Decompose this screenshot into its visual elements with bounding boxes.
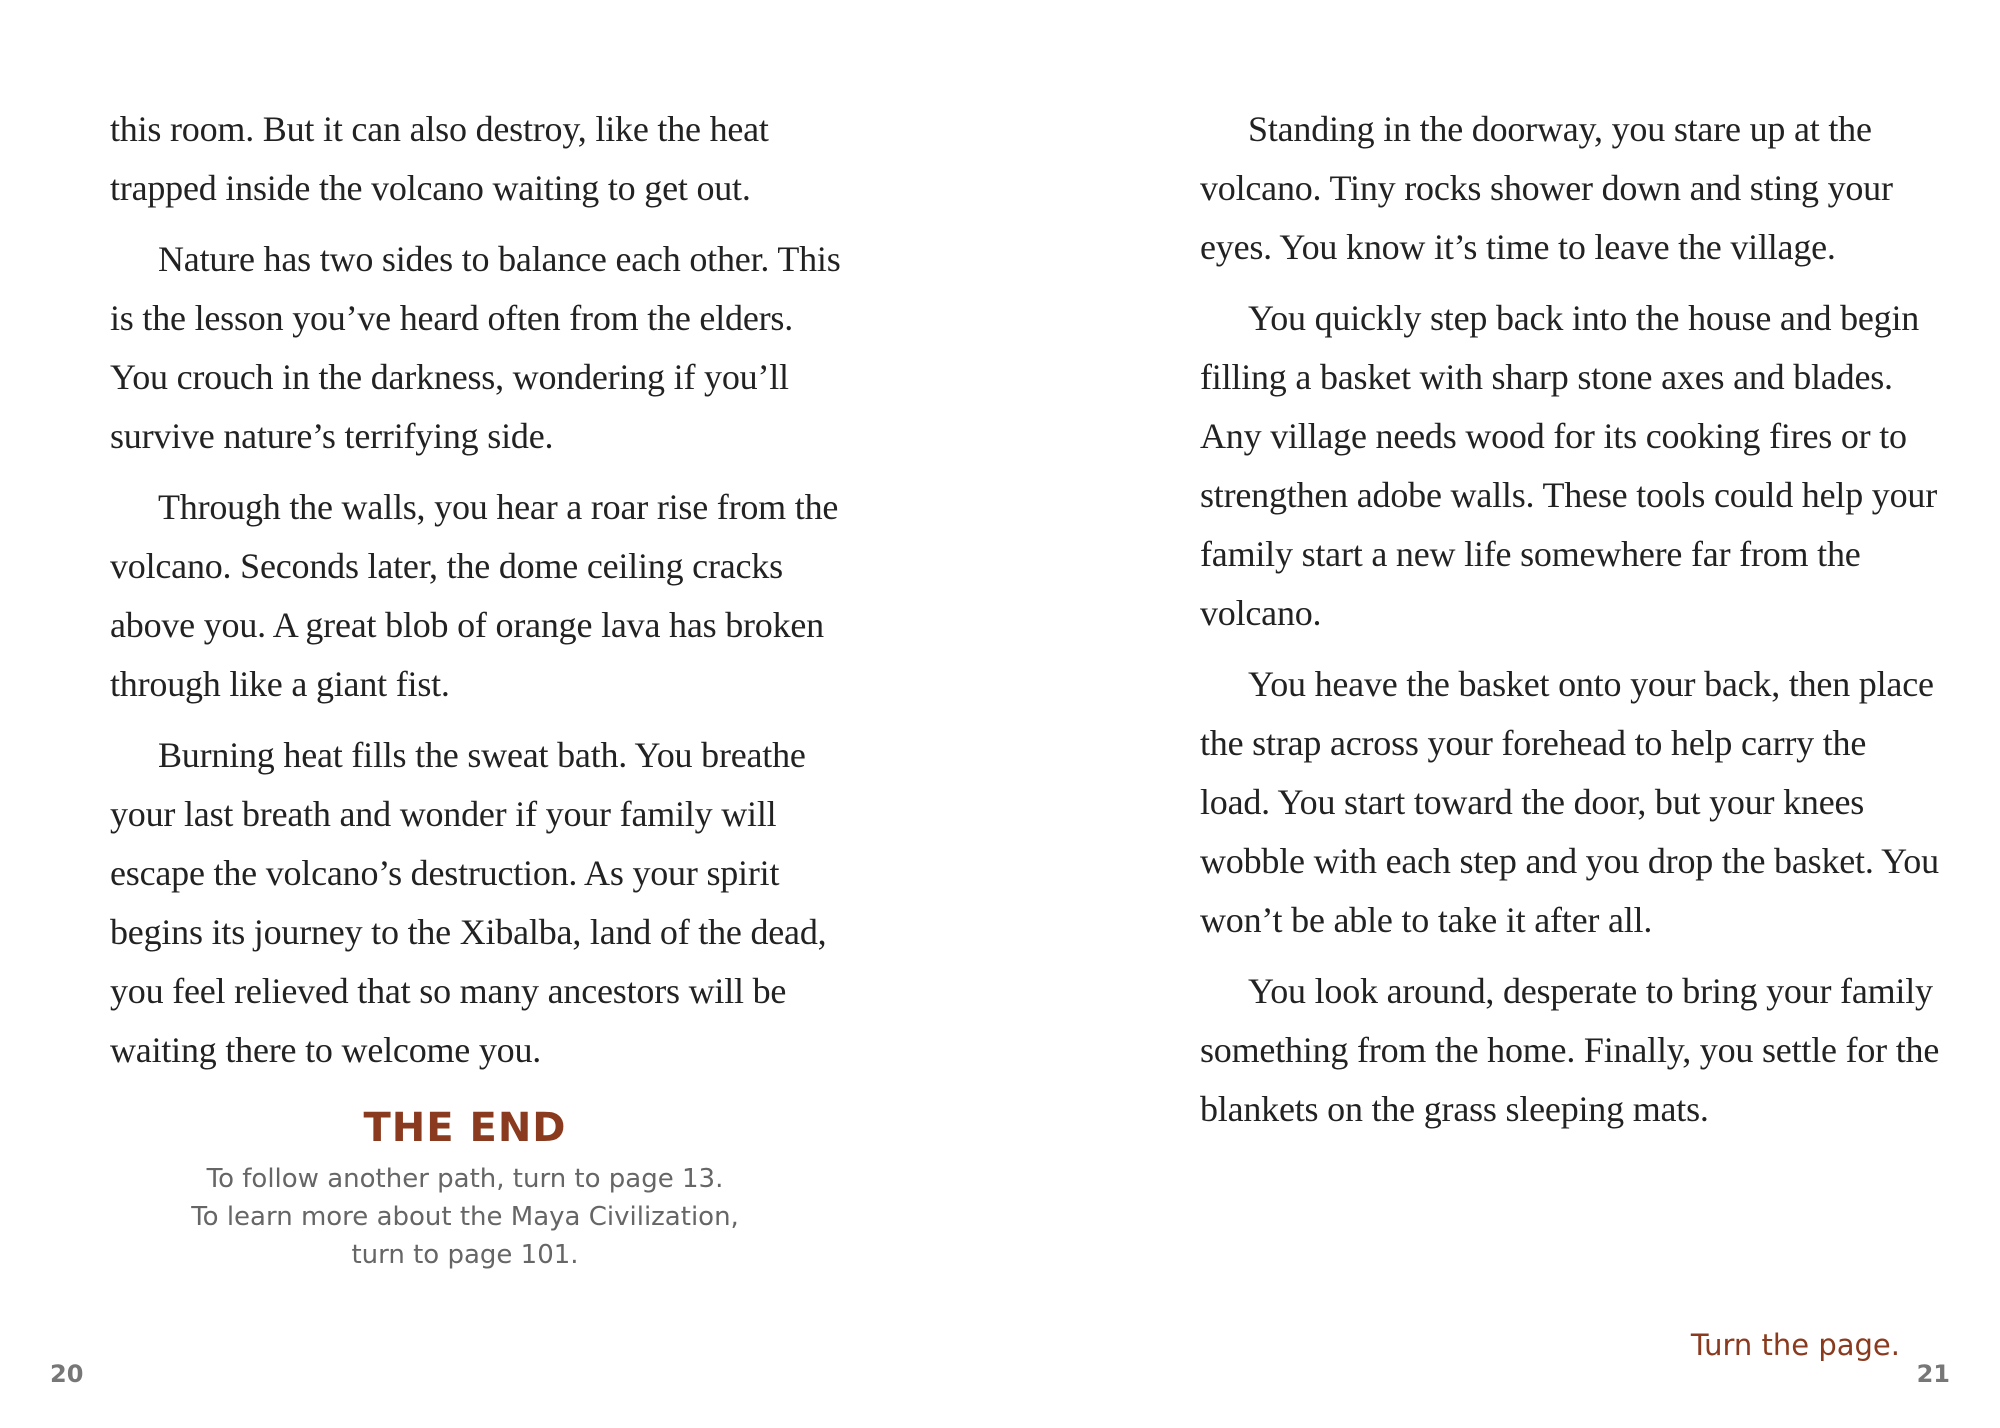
page-number-left: 20: [50, 1360, 84, 1388]
turn-the-page-prompt: Turn the page.: [1690, 1328, 1900, 1362]
end-block: [110, 1100, 820, 1274]
path-instruction: To follow another path, turn to page 13.: [206, 1164, 724, 1194]
left-page-text: [110, 100, 850, 1092]
learn-more-instruction: To learn more about the Maya Civilization,: [191, 1202, 739, 1232]
paragraph: You heave the basket onto your back, then place the strap across your forehead to help carry the load. You start toward the door, but your knees wobble with each step and you drop the basket. You won’t be able to take it after all.: [1200, 664, 1939, 940]
paragraph: You quickly step back into the house and begin filling a basket with sharp stone axes and blades. Any village needs wood for its cooking fires or to strengthen adobe walls. These tools could help your family start a new life somewhere far from the volcano.: [1200, 298, 1937, 633]
right-page: [1000, 0, 2000, 1428]
paragraph: Nature has two sides to balance each other. This is the lesson you’ve heard often from the elders. You crouch in the darkness, wondering if you’ll survive nature’s terrifying side.: [110, 239, 841, 456]
paragraph: Burning heat fills the sweat bath. You breathe your last breath and wonder if your family will escape the volcano’s destruction. As your spirit begins its journey to the Xibalba, land of the dead, you feel relieved that so many ancestors will be waiting there to welcome you.: [110, 735, 827, 1070]
paragraph: this room. But it can also destroy, like the heat trapped inside the volcano waiting to get out.: [110, 109, 769, 208]
page-number-right: 21: [1916, 1360, 1950, 1388]
right-page-text: [1200, 100, 1940, 1151]
paragraph: You look around, desperate to bring your family something from the home. Finally, you settle for the blankets on the grass sleeping mats.: [1200, 971, 1940, 1129]
the-end-heading: THE END: [363, 1105, 567, 1151]
paragraph: Through the walls, you hear a roar rise from the volcano. Seconds later, the dome ceiling cracks above you. A great blob of orange lava has broken through like a giant fist.: [110, 487, 839, 704]
paragraph: Standing in the doorway, you stare up at the volcano. Tiny rocks shower down and sting your eyes. You know it’s time to leave the village.: [1200, 109, 1893, 267]
learn-more-page: turn to page 101.: [351, 1240, 579, 1270]
